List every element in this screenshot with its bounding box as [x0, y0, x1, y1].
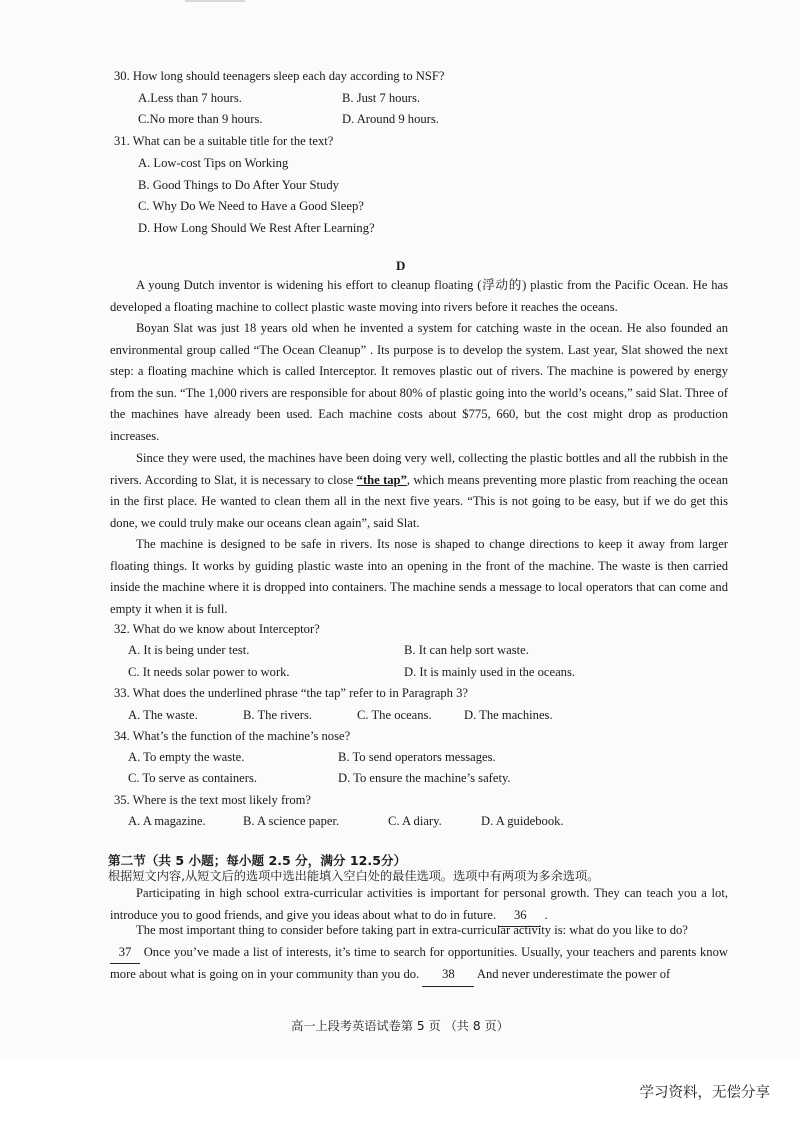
blank-36: 36	[499, 905, 541, 928]
question-33-option-a: A. The waste.	[128, 708, 198, 722]
question-33-stem: 33. What does the underlined phrase “the tap” refer to in Paragraph 3?	[114, 686, 469, 700]
question-34-option-a: A. To empty the waste.	[128, 750, 245, 764]
question-30-option-d: D. Around 9 hours.	[342, 112, 439, 126]
underlined-phrase: “the tap”	[356, 472, 407, 487]
question-32-stem: 32. What do we know about Interceptor?	[114, 622, 320, 636]
section-instruction: 根据短文内容,从短文后的选项中选出能填入空白处的最佳选项。选项中有两项为多余选项。	[108, 869, 600, 883]
cloze-paragraph-2: The most important thing to consider before taking part in extra-curricular activity is: what do you like to do? 37 Once you’ve made a list of interests, it’s time to search for opportunities. Usually, your teachers and parents know more about what is going on in your community than you do. 38 And never underestimate the power of	[110, 920, 728, 987]
page-footer: 高一上段考英语试卷第 5 页 （共 8 页）	[291, 1019, 509, 1033]
question-31-option-a: A. Low-cost Tips on Working	[138, 156, 289, 170]
question-31-option-c: C. Why Do We Need to Have a Good Sleep?	[138, 199, 364, 213]
question-32-option-c: C. It needs solar power to work.	[128, 665, 290, 679]
passage-paragraph-3: Since they were used, the machines have been doing very well, collecting the plastic bottles and all the rubbish in the rivers. According to Slat, it is necessary to close “the tap”, which means preventing more plastic from reaching the ocean in the first place. He wanted to clean them all in the next five years. “This is not going to be easy, but if we do get this done, we could truly make our oceans clean again”, said Slat.	[110, 451, 728, 530]
question-35-option-b: B. A science paper.	[243, 814, 340, 828]
question-30-option-a: A.Less than 7 hours.	[138, 91, 242, 105]
question-32-option-b: B. It can help sort waste.	[404, 643, 529, 657]
passage-paragraph-1: A young Dutch inventor is widening his effort to cleanup floating (浮动的) plastic from the Pacific Ocean. He has developed a floating machine to collect plastic waste moving into rivers before it reaches the oceans.	[110, 278, 728, 314]
question-34-option-c: C. To serve as containers.	[128, 771, 257, 785]
question-35-option-c: C. A diary.	[388, 814, 442, 828]
question-34-option-d: D. To ensure the machine’s safety.	[338, 771, 511, 785]
question-33-option-b: B. The rivers.	[243, 708, 313, 722]
share-watermark: 学习资料，无偿分享	[639, 1085, 770, 1101]
question-33-option-c: C. The oceans.	[357, 708, 432, 722]
question-31-stem: 31. What can be a suitable title for the text?	[114, 134, 334, 148]
passage-paragraph-2: Boyan Slat was just 18 years old when he invented a system for catching waste in the ocean. He also founded an environmental group called “The Ocean Cleanup” . Its purpose is to develop the system. Last year, Slat showed the next step: a floating machine which is called Interceptor. It removes plastic out of rivers. The machine is powered by energy from the sun. “The 1,000 rivers are responsible for about 80% of plastic going into the world’s oceans,” said Slat. Three of the machines have already been used. Each machine costs about $775, 660, but the cost might drop as production increases.	[110, 321, 728, 443]
question-34-option-b: B. To send operators messages.	[338, 750, 496, 764]
question-35-stem: 35. Where is the text most likely from?	[114, 793, 312, 807]
question-31-option-b: B. Good Things to Do After Your Study	[138, 178, 339, 192]
passage-paragraph-4: The machine is designed to be safe in rivers. Its nose is shaped to change directions to keep it away from larger floating things. It works by guiding plastic waste into an opening in the front of the machine. The waste is then carried inside the machine where it is dropped into containers. The machine sends a message to local operators that can come and empty it when it is full.	[110, 537, 728, 616]
question-33-option-d: D. The machines.	[464, 708, 553, 722]
question-32-option-d: D. It is mainly used in the oceans.	[404, 665, 576, 679]
scan-artifact	[185, 0, 245, 2]
question-34-stem: 34. What’s the function of the machine’s nose?	[114, 729, 351, 743]
blank-37: 37	[110, 942, 140, 965]
cloze-paragraph-1: Participating in high school extra-curricular activities is important for personal growth. They can teach you a lot, introduce you to good friends, and give you ideas about what to do in future. 36 .	[110, 883, 728, 927]
question-30-option-b: B. Just 7 hours.	[342, 91, 421, 105]
question-35-option-a: A. A magazine.	[128, 814, 206, 828]
blank-38: 38	[422, 964, 474, 987]
question-35-option-d: D. A guidebook.	[481, 814, 564, 828]
passage-heading: D	[396, 258, 406, 273]
section-title: 第二节（共 5 小题；每小题 2.5 分，满分 12.5分）	[108, 853, 407, 868]
question-30-stem: 30. How long should teenagers sleep each day according to NSF?	[114, 69, 445, 83]
question-30-option-c: C.No more than 9 hours.	[138, 112, 263, 126]
question-32-option-a: A. It is being under test.	[128, 643, 250, 657]
question-31-option-d: D. How Long Should We Rest After Learning?	[138, 221, 375, 235]
